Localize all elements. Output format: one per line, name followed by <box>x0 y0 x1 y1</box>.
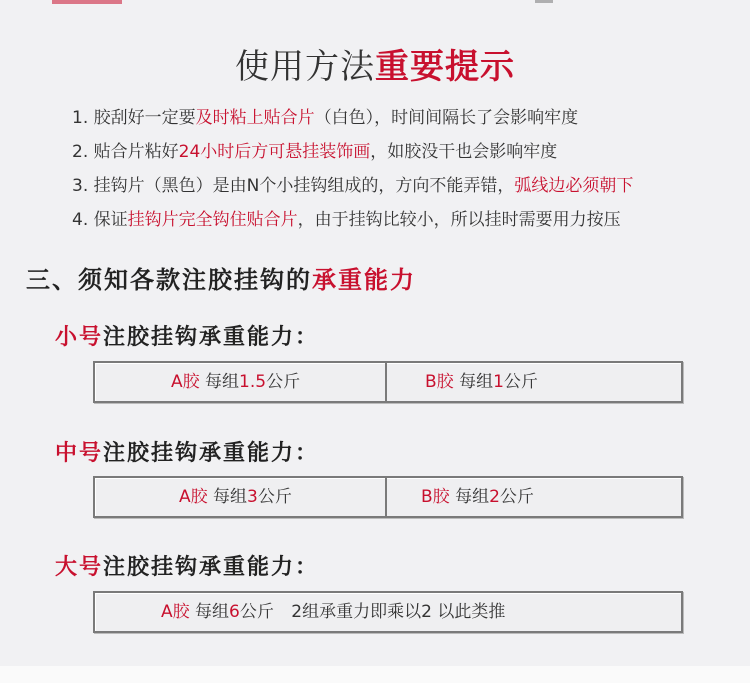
tip-highlight: 弧线边必须朝下 <box>514 176 634 196</box>
tip-number: 3. <box>72 176 89 196</box>
per-group-text: 每组 <box>195 602 230 622</box>
glue-a-label: A胶 <box>179 487 208 507</box>
capacity-value: 1 <box>493 372 504 392</box>
small-hook-title <box>55 321 319 353</box>
tip-highlight: 及时粘上贴合片 <box>195 108 315 128</box>
medium-hook-capacity-box <box>93 476 683 518</box>
medium-hook-title <box>55 437 319 469</box>
tip-text: 胶刮好一定要 <box>93 108 196 128</box>
cropped-title-fragment <box>52 0 122 4</box>
bottom-band <box>0 666 750 683</box>
size-title-rest: 注胶挂钩承重能力： <box>103 324 320 350</box>
glue-b-label: B胶 <box>421 487 450 507</box>
cell-divider <box>385 361 387 403</box>
tips-list <box>72 101 633 237</box>
tip-number: 1. <box>72 108 89 128</box>
cell-divider <box>385 476 387 518</box>
small-hook-capacity-box <box>93 361 683 403</box>
section-title-capacity <box>26 262 416 298</box>
glue-a-capacity <box>179 478 292 516</box>
capacity-value: 2 <box>489 487 500 507</box>
tip-text: （白色），时间间隔长了会影响牢度 <box>314 108 579 128</box>
capacity-note: 2组承重力即乘以2 以此类推 <box>291 602 506 622</box>
per-group-text: 每组 <box>455 487 490 507</box>
unit-text: 公斤 <box>257 487 292 507</box>
tip-highlight: 挂钩片完全钩住贴合片 <box>127 210 298 230</box>
tip-text: ，如胶没干也会影响牢度 <box>370 142 558 162</box>
tip-item <box>72 101 633 135</box>
size-title-rest: 注胶挂钩承重能力： <box>103 554 320 580</box>
tip-text: 贴合片粘好 <box>93 142 179 162</box>
size-label: 小号 <box>55 324 104 350</box>
per-group-text: 每组 <box>205 372 240 392</box>
top-strip-cropped <box>0 0 750 6</box>
glue-a-label: A胶 <box>171 372 200 392</box>
usage-heading <box>0 43 750 91</box>
tip-item <box>72 135 633 169</box>
cropped-text-fragment <box>535 0 553 3</box>
large-hook-title <box>55 551 319 583</box>
heading-usage-label: 使用方法 <box>235 47 375 87</box>
size-title-rest: 注胶挂钩承重能力： <box>103 440 320 466</box>
unit-text: 公斤 <box>266 372 301 392</box>
section-prefix: 三、须知各款注胶挂钩的 <box>26 265 312 294</box>
capacity-value: 6 <box>229 602 240 622</box>
tip-highlight: 24小时后方可悬挂装饰画 <box>178 142 371 162</box>
per-group-text: 每组 <box>459 372 494 392</box>
section-highlight: 承重能力 <box>312 265 416 294</box>
tip-text: 挂钩片（黑色）是由N个小挂钩组成的，方向不能弄错， <box>93 176 515 196</box>
glue-b-label: B胶 <box>425 372 454 392</box>
heading-important-label: 重要提示 <box>375 47 515 87</box>
tip-item <box>72 203 633 237</box>
size-label: 大号 <box>55 554 104 580</box>
glue-a-label: A胶 <box>161 602 190 622</box>
size-label: 中号 <box>55 440 104 466</box>
per-group-text: 每组 <box>213 487 248 507</box>
unit-text: 公斤 <box>503 372 538 392</box>
capacity-value: 1.5 <box>239 372 267 392</box>
glue-b-capacity <box>425 363 538 401</box>
tip-item <box>72 169 633 203</box>
tip-number: 2. <box>72 142 89 162</box>
tip-number: 4. <box>72 210 89 230</box>
unit-text: 公斤 <box>239 602 274 622</box>
glue-a-capacity <box>171 363 300 401</box>
tip-text: 保证 <box>93 210 128 230</box>
glue-a-capacity <box>161 593 505 631</box>
tip-text: ，由于挂钩比较小，所以挂时需要用力按压 <box>297 210 621 230</box>
glue-b-capacity <box>421 478 534 516</box>
large-hook-capacity-box <box>93 591 683 633</box>
unit-text: 公斤 <box>499 487 534 507</box>
capacity-value: 3 <box>247 487 258 507</box>
